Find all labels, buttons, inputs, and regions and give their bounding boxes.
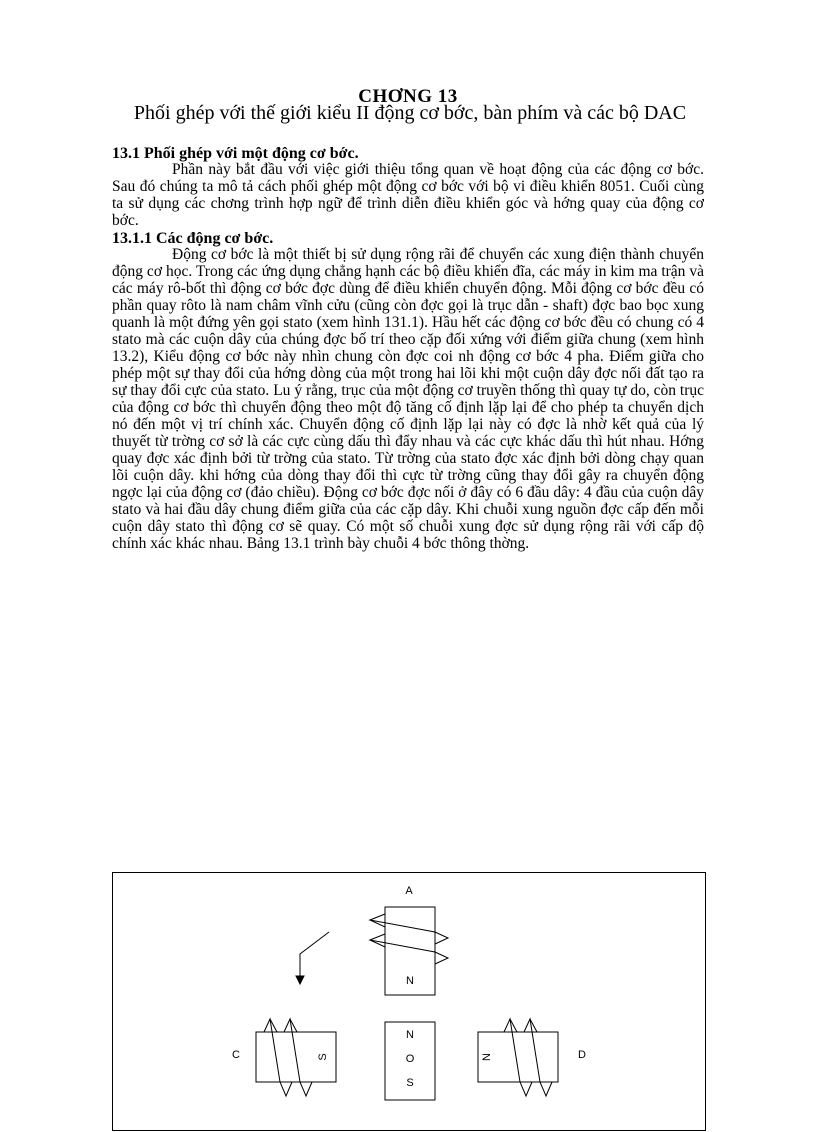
top-coil-pole-label: N xyxy=(406,975,414,987)
label-c: C xyxy=(232,1049,240,1061)
rotor-bottom-label: S xyxy=(406,1077,414,1089)
section-heading-13-1: 13.1 Phối ghép với một động cơ bớc. xyxy=(112,145,359,162)
rotor-top-label: N xyxy=(406,1029,414,1041)
section-13-1-paragraph: Phần này bắt đầu với việc giới thiệu tổng quan về hoạt động của các động cơ bớc. Sau đó chúng ta mô tả cách phối ghép một động cơ bớc với bộ vi điều khiển 8051. Cuối cùng ta sử dụng các chơng trình hợp ngữ để trình diễn điều khiển góc và hớng quay của động cơ bớc. xyxy=(112,161,704,229)
chapter-subtitle: Phối ghép với thế giới kiểu II động cơ bớc, bàn phím và các bộ DAC xyxy=(133,102,687,124)
label-a: A xyxy=(405,885,413,897)
rotor-middle-label: O xyxy=(405,1053,415,1065)
chapter-title: CHƠNG 13 xyxy=(358,86,458,107)
stepper-motor-diagram xyxy=(112,872,706,1132)
section-13-1-1-paragraph: Động cơ bớc là một thiết bị sử dụng rộng rãi để chuyển các xung điện thành chuyển động cơ học. Trong các ứng dụng chẳng hạnh các bộ điều khiển đĩa, các máy in kim ma trận và các máy rô-bốt thì động cơ bớc đợc dùng để điều khiển chuyển động. Mỗi động cơ bớc đều có phần quay rôto là nam châm vĩnh cửu (cũng còn đợc gọi là trục dẫn - shaft) đợc bao bọc xung quanh là một đứng yên gọi stato (xem hình 131.1). Hầu hết các động cơ bớc đều có chung có 4 stato mà các cuộn dây của chúng đợc bố trí theo cặp đối xứng với điểm giữa chung (xem hình 13.2), Kiểu động cơ bớc này nhìn chung còn đợc coi nh động cơ bớc 4 pha. Điểm giữa cho phép một sự thay đổi của hớng dòng của một trong hai lõi khi một cuộn dây đợc nối đất tạo ra sự thay đổi cực của stato. Lu ý rằng, trục của một động cơ truyền thống thì quay tự do, còn trục của động cơ bớc thì chuyển động theo một độ tăng cố định lặp lại để cho phép ta chuyển dịch nó đến một vị trí chính xác. Chuyển động cố định lặp lại này có đợc là nhờ kết quả của lý thuyết từ trờng cơ sở là các cực cùng dấu thì đẩy nhau và các cực khác dấu thì hút nhau. Hớng quay đợc xác định bởi từ trờng của stato. Từ trờng của stato đợc xác định bởi dòng chạy quan lõi cuộn dây. khi hớng của dòng thay đổi thì cực từ trờng cũng thay đổi gây ra chuyển động ngợc lại của động cơ (đảo chiều). Động cơ bớc đợc nối ở đây có 6 đầu dây: 4 đầu của cuộn dây stato và hai đầu dây chung điểm giữa của các cặp dây. Khi chuỗi xung nguồn đợc cấp đến mỗi cuộn dây stato thì động cơ sẽ quay. Có một số chuỗi xung đợc sử dụng rộng rãi với cấp độ chính xác khác nhau. Bảng 13.1 trình bày chuỗi 4 bớc thông thờng. xyxy=(112,246,704,552)
rotation-arrow-icon xyxy=(296,932,329,984)
left-coil-pole-label: S xyxy=(317,1053,329,1061)
right-coil-pole-label: N xyxy=(481,1053,493,1061)
label-d: D xyxy=(578,1049,586,1061)
section-heading-13-1-1: 13.1.1 Các động cơ bớc. xyxy=(112,230,274,247)
stepper-motor-figure xyxy=(112,872,706,1132)
